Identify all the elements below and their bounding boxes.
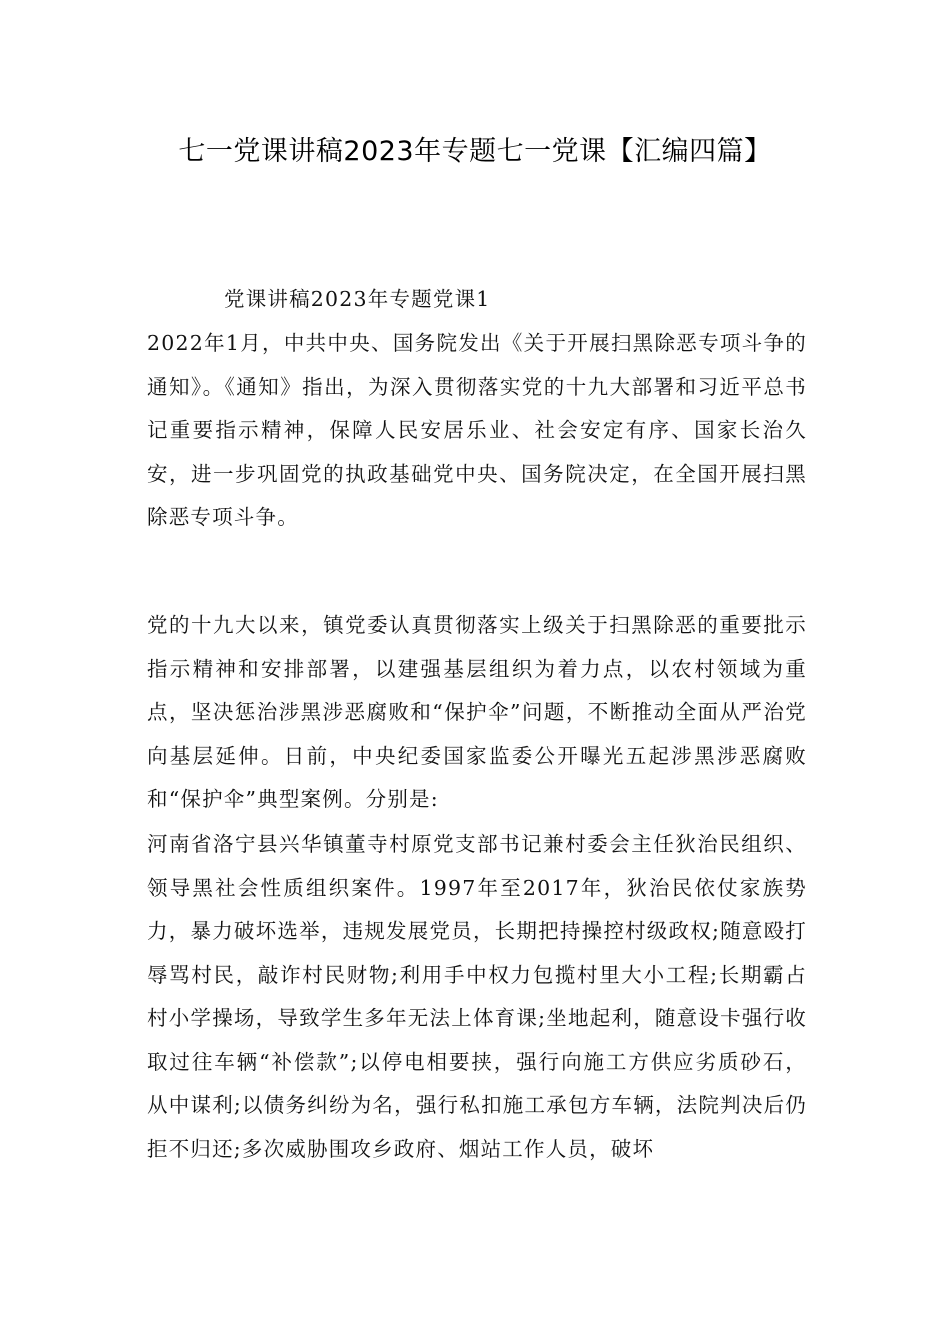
paragraph-2 [147,604,807,822]
paragraph-text: 党的十九大以来，镇党委认真贯彻落实上级关于扫黑除恶的重要批示指示精神和安排部署，以建强基层组织为着力点，以农村领域为重点，坚决惩治涉黑涉恶腐败和“保护伞”问题，不断推动全面从严治党向基层延伸。日前，中央纪委国家监委公开曝光五起涉黑涉恶腐败和“保护伞”典型案例。分别是: [147,613,807,811]
section-subheading: 党课讲稿2023年专题党课1 [224,287,491,311]
paragraph-text: 河南省洛宁县兴华镇董寺村原党支部书记兼村委会主任狄治民组织、领导黑社会性质组织案件。1997年至2017年，狄治民依仗家族势力，暴力破坏选举，违规发展党员，长期把持操控村级政权;随意殴打辱骂村民，敲诈村民财物;利用手中权力包揽村里大小工程;长期霸占村小学操场，导致学生多年无法上体育课;坐地起利，随意设卡强行收取过往车辆“补偿款”;以停电相要挟，强行向施工方供应劣质砂石，从中谋利;以债务纠纷为名，强行私扣施工承包方车辆，法院判决后仍拒不归还;多次威胁围攻乡政府、烟站工作人员，破坏 [147,832,807,1161]
paragraph-1 [147,322,807,540]
paragraph-text: 2022年1月，中共中央、国务院发出《关于开展扫黑除恶专项斗争的通知》。《通知》指出，为深入贯彻落实党的十九大部署和习近平总书记重要指示精神，保障人民安居乐业、社会安定有序、国家长治久安，进一步巩固党的执政基础党中央、国务院决定，在全国开展扫黑除恶专项斗争。 [147,331,807,529]
paragraph-3 [147,823,807,1171]
document-title: 七一党课讲稿2023年专题七一党课【汇编四篇】 [178,136,772,167]
